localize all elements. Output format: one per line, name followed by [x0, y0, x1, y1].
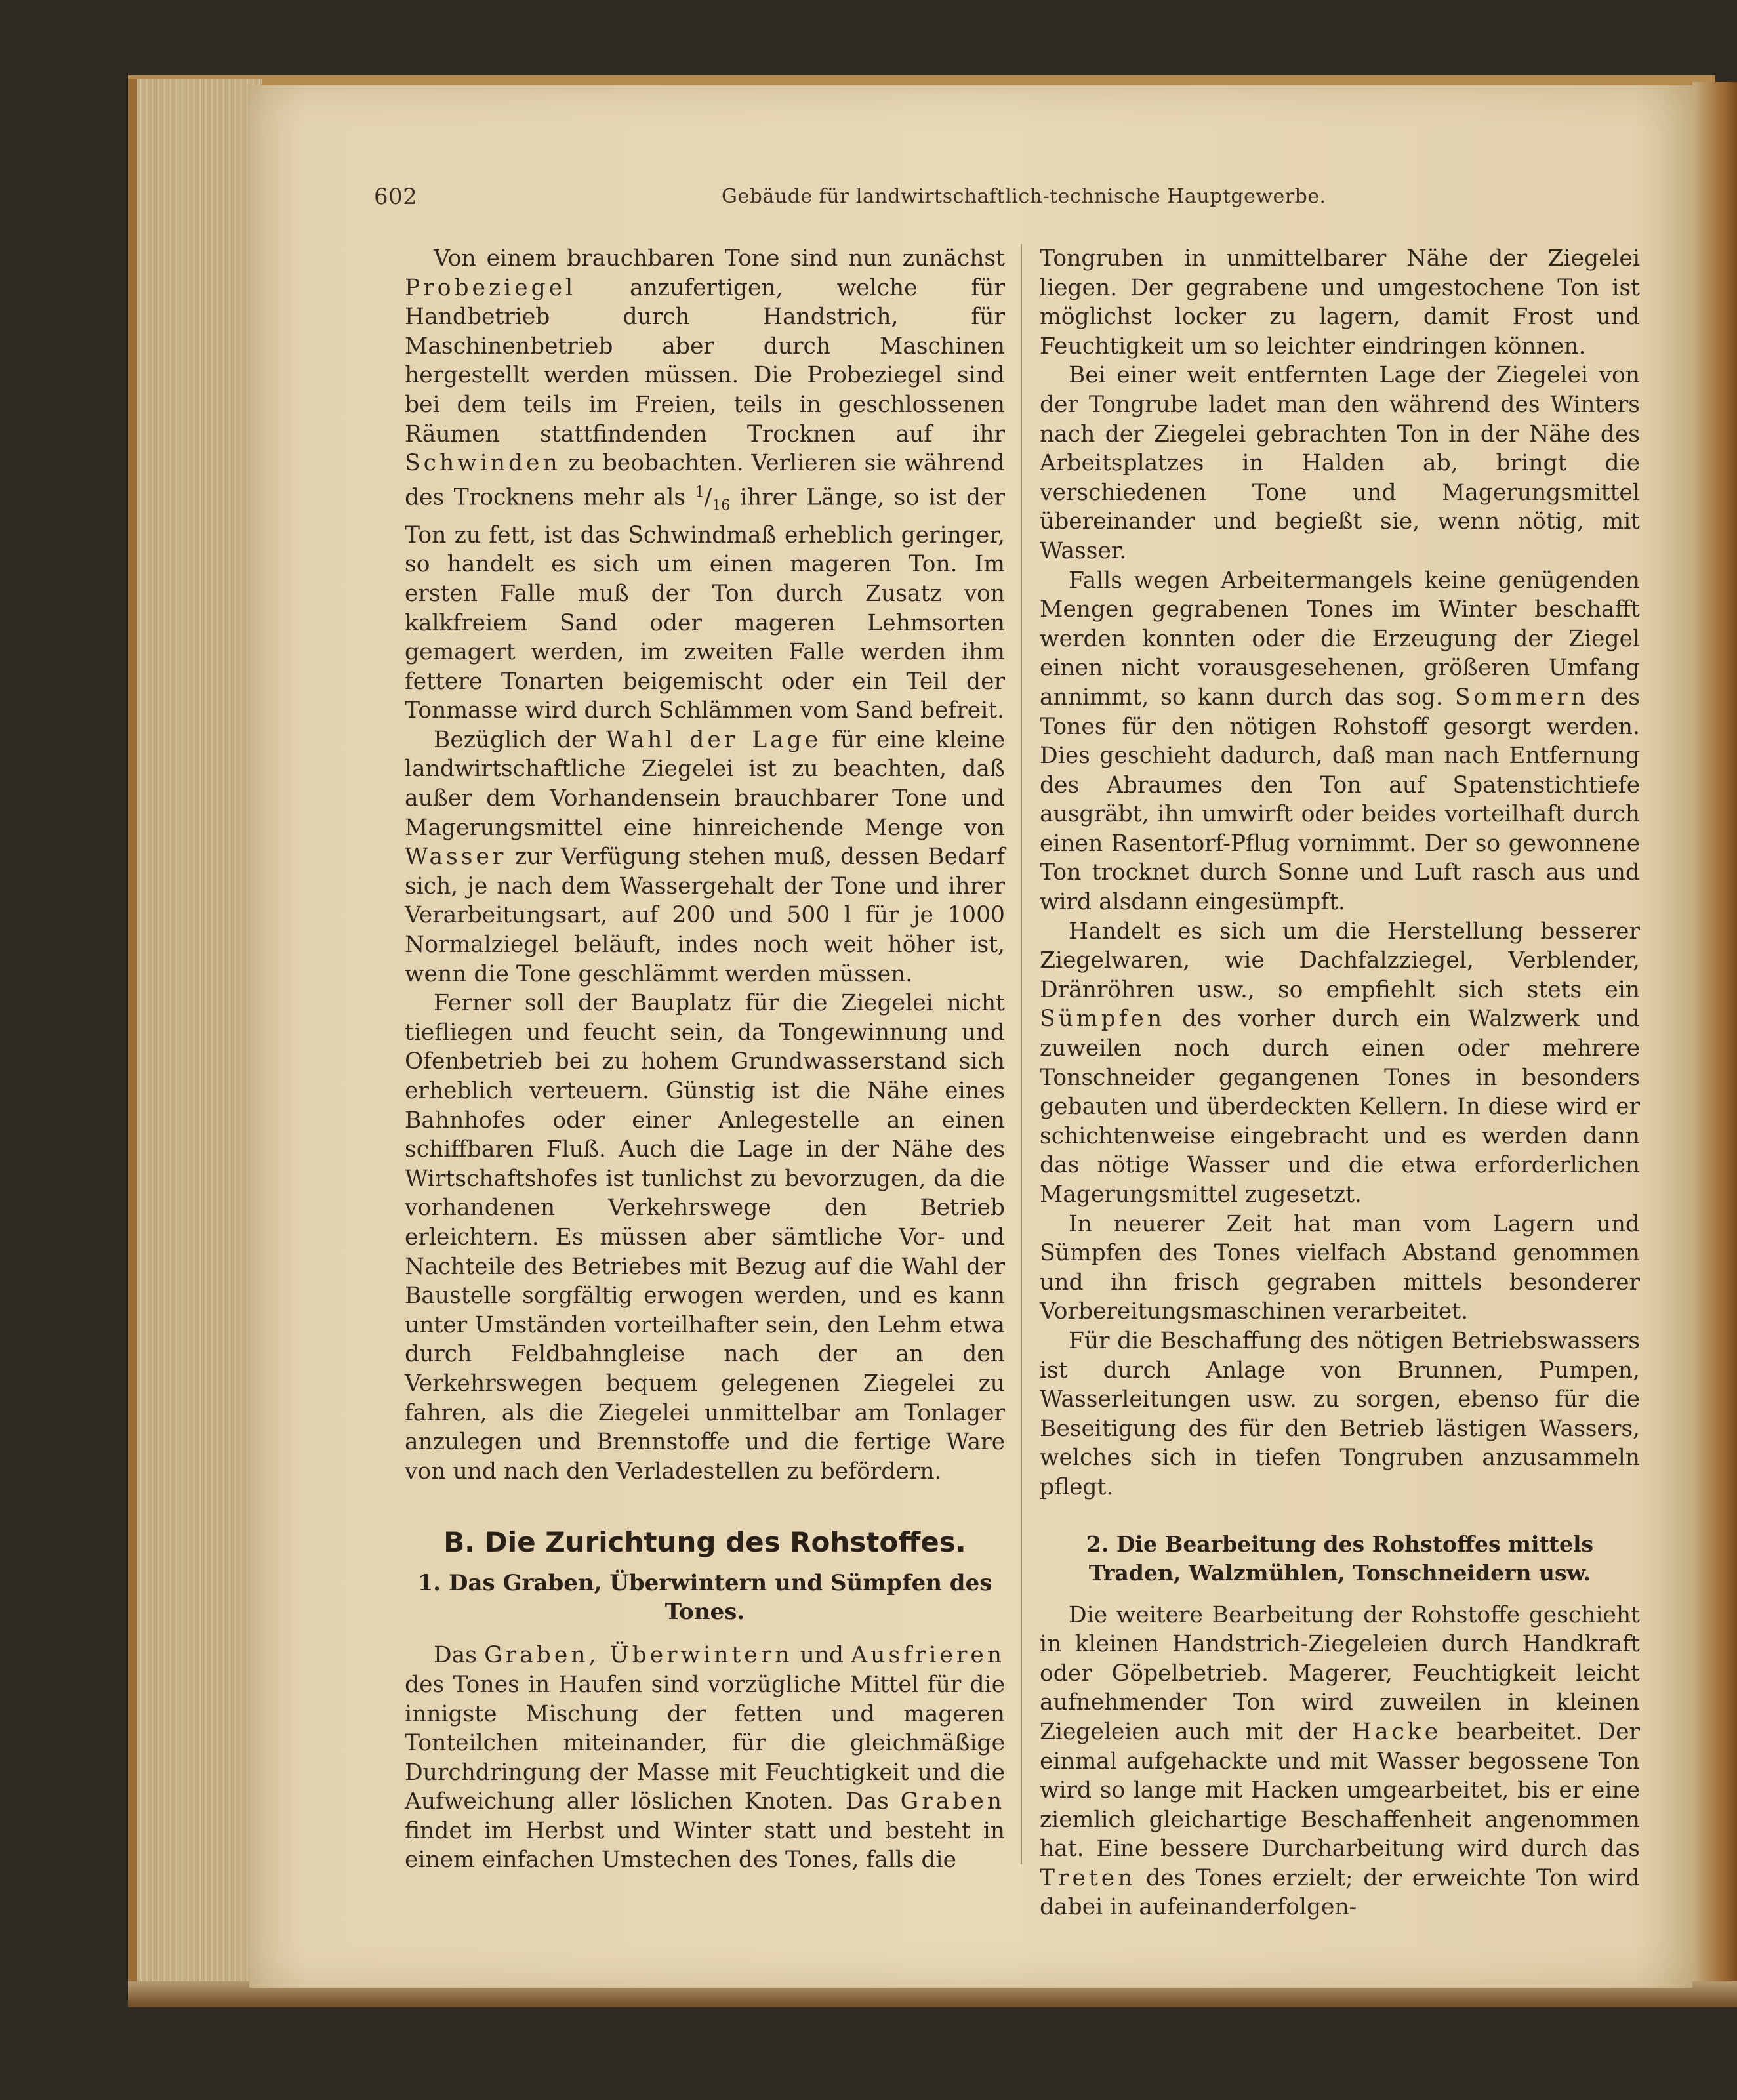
- text-run: Bezüglich der: [434, 726, 606, 753]
- subsection-heading: 2. Die Bearbeitung des Rohstoffes mittels Traden, Walzmühlen, Tonschneidern usw.: [1086, 1531, 1594, 1586]
- text-run: zur Verfügung stehen muß, dessen Bedarf sich, je nach dem Wassergehalt der Tone und ihrer Verarbeitungsart, auf 200 und 500 l für je 1000 Normalziegel beläuft, indes noch weit höher ist, wenn die Tone geschlämmt werden müssen.: [405, 844, 1005, 987]
- text-run: des Tones erzielt; der erweichte Ton wird dabei in aufeinanderfolgen-: [1040, 1864, 1640, 1921]
- text-run: für eine kleine landwirtschaftliche Ziegelei ist zu beachten, daß außer dem Vorhandensein brauchbarer Tone und Magerungsmittel eine hinreichende Menge von: [405, 726, 1005, 841]
- text-run: Von einem brauchbaren Tone sind nun zunächst: [434, 245, 1005, 272]
- spaced-term: Wasser: [405, 844, 507, 871]
- paragraph: [405, 1641, 1005, 1875]
- section-heading: B. Die Zurichtung des Rohstoffes.: [443, 1526, 966, 1559]
- book-spine-right: [1692, 82, 1737, 1991]
- text-run: Das: [434, 1642, 485, 1669]
- paragraph: [1040, 1601, 1640, 1923]
- fraction-numerator: 1: [695, 484, 705, 501]
- paragraph: [1040, 917, 1640, 1210]
- paragraph: In neuerer Zeit hat man vom Lagern und Sümpfen des Tones vielfach Abstand genommen und ihn frisch gegraben mittels besonderer Vorbereitungsmaschinen verarbeitet.: [1040, 1210, 1640, 1325]
- text-run: Handelt es sich um die Herstellung besserer Ziegelwaren, wie Dachfalzziegel, Verblender, Dränröhren usw., so empfiehlt sich stets ein: [1040, 918, 1640, 1003]
- paragraph: Ferner soll der Bauplatz für die Ziegelei nicht tiefliegen und feucht sein, da Tongewinnung und Ofenbetrieb bei zu hohem Grundwasserstand sich erheblich verteuern. Günstig ist die Nähe eines Bahnhofes oder einer Anlegestelle an einen schiffbaren Fluß. Auch die Lage in der Nähe des Wirtschaftshofes ist tunlichst zu bevorzugen, da die vorhandenen Verkehrswege den Betrieb erleichtern. Es müssen aber sämtliche Vor- und Nachteile des Betriebes mit Bezug auf die Wahl der Baustelle sorgfältig erwogen werden, und es kann unter Umständen vorteilhafter sein, den Lehm etwa durch Feldbahngleise nach der an den Verkehrswegen bequem gelegenen Ziegelei zu fahren, als die Ziegelei unmittelbar am Tonlager anzulegen und Brennstoffe und die fertige Ware von und nach den Verladestellen zu befördern.: [405, 990, 1005, 1485]
- spaced-term: Ausfrieren: [851, 1642, 1005, 1669]
- text-run: des Tones in Haufen sind vorzügliche Mittel für die innigste Mischung der fetten und mageren Tonteilchen miteinander, für die gleichmäßige Durchdringung der Masse mit Feuchtigkeit und die Aufweichung aller löslichen Knoten. Das: [405, 1671, 1005, 1815]
- text-run: des vorher durch ein Walzwerk und zuweilen noch durch einen oder mehrere Tonschneider gegangenen Tones in besonders gebauten und überdeckten Kellern. In diese wird er schichtenweise eingebracht und es werden dann das nötige Wasser und die etwa erforderlichen Magerungsmittel zugesetzt.: [1040, 1006, 1640, 1208]
- spaced-term: Treten: [1040, 1864, 1136, 1891]
- text-run: des Tones für den nötigen Rohstoff gesorgt werden. Dies geschieht dadurch, daß man nach Entfernung des Abraumes den Ton auf Spatenstichtiefe ausgräbt, ihn umwirft oder beides vorteilhaft durch einen Rasentorf-Pflug vornimmt. Der so gewonnene Ton trocknet durch Sonne und Luft rasch aus und wird alsdann eingesümpft.: [1040, 684, 1640, 916]
- text-run: zu beobachten. Verlieren sie während des Trocknens mehr als: [405, 450, 1005, 511]
- text-run: ihrer Länge, so ist der Ton zu fett, ist das Schwindmaß erheblich geringer, so handelt es sich um einen mageren Ton. Im ersten Falle muß der Ton durch Zusatz von kalkfreiem Sand oder mageren Lehmsorten gemagert werden, im zweiten Falle werden ihm fettere Tonarten beigemischt oder ein Teil der Tonmasse wird durch Schlämmen vom Sand befreit.: [405, 484, 1005, 724]
- spaced-term: Graben: [900, 1788, 1005, 1815]
- spaced-term: Sümpfen: [1040, 1006, 1166, 1033]
- text-run: bearbeitet. Der einmal aufgehackte und mit Wasser begossene Ton wird so lange mit Hacken umgearbeitet, bis er eine ziemlich gleichartige Beschaffenheit angenommen hat. Eine bessere Durcharbeitung wird durch das: [1040, 1718, 1640, 1863]
- text-run: und: [792, 1642, 851, 1669]
- spaced-term: Sommern: [1454, 684, 1589, 710]
- text-run: Falls wegen Arbeitermangels keine genügenden Mengen gegrabenen Tones im Winter beschafft werden konnten oder die Erzeugung der Ziegel einen nicht vorausgesehenen, größeren Umfang annimmt, so kann durch das sog.: [1040, 567, 1640, 710]
- text-run: findet im Herbst und Winter statt und besteht in einem einfachen Umstechen des Tones, falls die: [405, 1817, 1005, 1874]
- page-header: [374, 184, 1345, 216]
- paragraph: Von einem brauchbaren Tone sind nun zunächst Probeziegel anzufertigen, welche für Handbetrieb durch Handstrich, für Maschinenbetrieb aber durch Maschinen hergestellt werden müssen. Die Probeziegel sind bei dem teils im Freien, teils in geschlossenen Räumen stattfindenden Trocknen auf ihr Schwinden zu beobachten. Verlieren sie während des Trocknens mehr als $^1/_{16}$ ihrer Länge, so ist der Ton zu fett, ist das Schwindmaß erheblich geringer, so handelt es sich um einen mageren Ton. Im ersten Falle muß der Ton durch Zusatz von kalkfreiem Sand oder mageren Lehmsorten gemagert werden, im zweiten Falle werden ihm fettere Tonarten beigemischt oder ein Teil der Tonmasse wird durch Schlämmen vom Sand befreit.: [405, 245, 1005, 724]
- paragraph: [1040, 566, 1640, 917]
- paragraph: [405, 726, 1005, 989]
- paragraph: Bei einer weit entfernten Lage der Ziegelei von der Tongrube ladet man den während des Winters nach der Ziegelei gebrachten Ton in der Nähe des Arbeitsplatzes in Halden ab, bringt die verschiedenen Tone und Magerungsmittel übereinander und begießt sie, wenn nötig, mit Wasser.: [1040, 362, 1640, 564]
- text-run: anzufertigen, welche für Handbetrieb durch Handstrich, für Maschinenbetrieb aber durch Maschinen hergestellt werden müssen. Die Probeziegel sind bei dem teils im Freien, teils in geschlossenen Räumen stattfindenden Trocknen auf ihr: [405, 274, 1005, 447]
- left-column: [405, 244, 1005, 1875]
- spaced-term: Wahl der Lage: [605, 726, 822, 753]
- page-number: 602: [374, 184, 418, 210]
- paragraph: Tongruben in unmittelbarer Nähe der Ziegelei liegen. Der gegrabene und umgestochene Ton ist möglichst locker zu lagern, damit Frost und Feuchtigkeit um so leichter eindringen können.: [1040, 245, 1640, 360]
- column-divider: [1021, 244, 1022, 1864]
- fraction-denominator: 16: [712, 497, 731, 514]
- book-page-edges-left: [128, 79, 262, 1981]
- running-head: Gebäude für landwirtschaftlich-technische Hauptgewerbe.: [722, 185, 1326, 208]
- spaced-term: Schwinden: [405, 450, 561, 477]
- text-run: Die weitere Bearbeitung der Rohstoffe geschieht in kleinen Handstrich-Ziegeleien durch Handkraft oder Göpelbetrieb. Magerer, Feuchtigkeit leicht aufnehmender Ton wird zuweilen in kleinen Ziegeleien auch mit der: [1040, 1601, 1640, 1745]
- subsection-heading: 1. Das Graben, Überwintern und Sümpfen des Tones.: [417, 1570, 992, 1626]
- right-column: [1040, 244, 1640, 1922]
- spaced-term: Probeziegel: [405, 274, 577, 301]
- paragraph: Für die Beschaffung des nötigen Betriebswassers ist durch Anlage von Brunnen, Pumpen, Wasserleitungen usw. zu sorgen, ebenso für die Beseitigung des für den Betrieb lästigen Wassers, welches sich in tiefen Tongruben anzusammeln pflegt.: [1040, 1327, 1640, 1500]
- spaced-term: Hacke: [1351, 1718, 1442, 1745]
- spaced-term: Graben, Überwintern: [484, 1642, 793, 1669]
